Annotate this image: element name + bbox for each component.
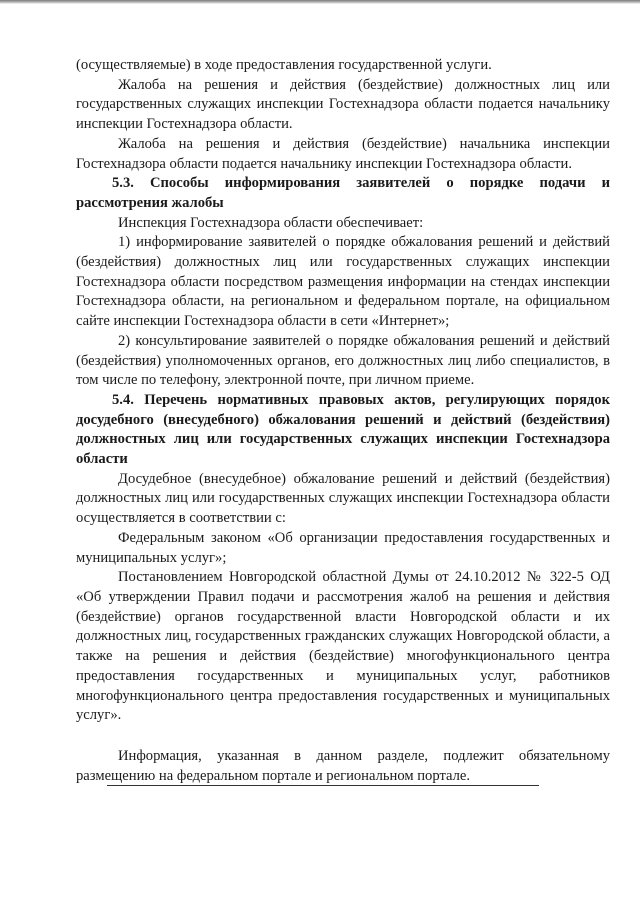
paragraph: Информация, указанная в данном разделе, подлежит обязательному размещению на федеральном портале и региональном портале. xyxy=(76,747,610,784)
paragraph: Постановлением Новгородской областной Думы от 24.10.2012 № 322-5 ОД «Об утверждении Правил подачи и рассмотрения жалоб на решения и действия (бездействие) органов государственной власти Новгородской области и их должностных лиц, государственных гражданских служащих Новгородской области, а также на решения и действия (бездействие) многофункционального центра предоставления государственных и муниципальных услуг, работников многофункционального центра предоставления государственных и муниципальных услуг». xyxy=(76,569,610,724)
document-page xyxy=(76,56,610,786)
paragraph: Досудебное (внесудебное) обжалование решений и действий (бездействия) должностных лиц или государственных служащих инспекции Гостехнадзора области осуществляется в соответствии с: xyxy=(76,470,610,527)
paragraph: Жалоба на решения и действия (бездействие) начальника инспекции Гостехнадзора области подается начальнику инспекции Гостехнадзора области. xyxy=(76,135,610,172)
paragraph: (осуществляемые) в ходе предоставления государственной услуги. xyxy=(76,57,492,73)
section-heading-5-3: 5.3. Способы информирования заявителей о порядке подачи и рассмотрения жалобы xyxy=(76,175,610,211)
section-heading-5-4: 5.4. Перечень нормативных правовых актов, регулирующих порядок досудебного (внесудебного) обжалования решений и действий (бездействия) должностных лиц или государственных служащих инспекции Гостехнадзора области xyxy=(76,391,610,468)
horizontal-rule xyxy=(107,785,539,786)
paragraph: Жалоба на решения и действия (бездействие) должностных лиц или государственных служащих инспекции Гостехнадзора области подается начальнику инспекции Гостехнадзора области. xyxy=(76,76,610,133)
paragraph: Федеральным законом «Об организации предоставления государственных и муниципальных услуг»; xyxy=(76,529,610,566)
paragraph: Инспекция Гостехнадзора области обеспечивает: xyxy=(118,214,424,231)
spacer xyxy=(76,726,610,747)
list-item: 1) информирование заявителей о порядке обжалования решений и действий (бездействия) должностных лиц или государственных служащих инспекции Гостехнадзора области посредством размещения информации на стендах инспекции Гостехнадзора области, на региональном и федеральном портале, на официальном сайте инспекции Гостехнадзора области в сети «Интернет»; xyxy=(76,234,610,330)
list-item: 2) консультирование заявителей о порядке обжалования решений и действий (бездействия) уполномоченных органов, его должностных лиц либо специалистов, в том числе по телефону, электронной почте, при личном приеме. xyxy=(76,332,610,389)
scan-edge xyxy=(0,0,640,4)
